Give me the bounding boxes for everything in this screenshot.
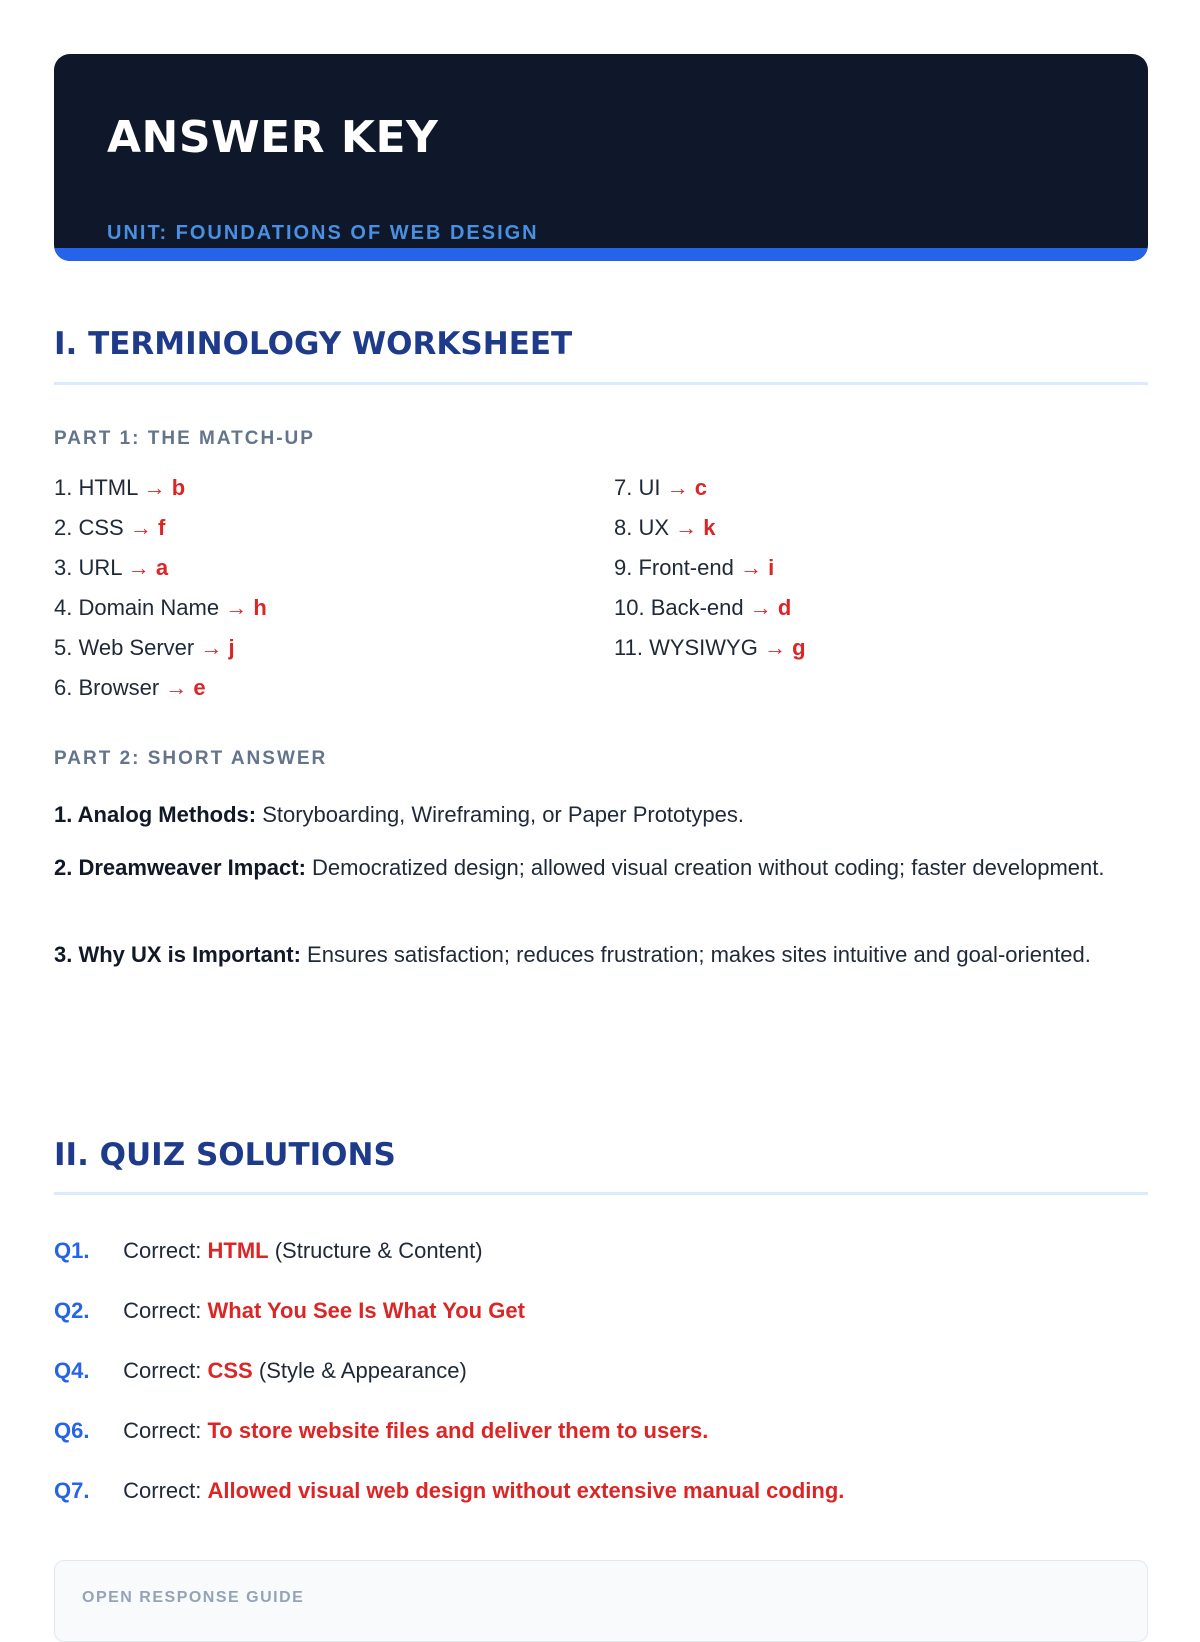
match-term: 10. Back-end (614, 595, 744, 620)
short-answer-text: Ensures satisfaction; reduces frustration; makes sites intuitive and goal-oriented. (307, 942, 1091, 967)
match-answer: c (694, 475, 707, 500)
correct-label: Correct: (123, 1358, 202, 1383)
arrow-icon: → (129, 515, 152, 540)
short-answer-text: Democratized design; allowed visual creation without coding; faster development. (312, 855, 1105, 880)
short-answer-label: 3. Why UX is Important: (54, 942, 301, 967)
short-answer-item (54, 851, 1148, 884)
quiz-row (54, 1238, 483, 1264)
match-term: 1. HTML (54, 475, 138, 500)
arrow-icon: → (666, 475, 689, 500)
quiz-row (54, 1478, 844, 1504)
match-term: 3. URL (54, 555, 122, 580)
match-item (614, 475, 707, 501)
part2-heading: PART 2: SHORT ANSWER (54, 748, 328, 769)
short-answer-label: 2. Dreamweaver Impact: (54, 855, 306, 880)
match-answer: b (171, 475, 186, 500)
question-number: Q2. (54, 1298, 90, 1323)
match-answer: h (253, 595, 267, 620)
correct-answer: CSS (207, 1358, 253, 1383)
arrow-icon: → (675, 515, 698, 540)
match-answer: j (228, 635, 235, 660)
match-item (54, 475, 185, 501)
correct-label: Correct: (123, 1238, 202, 1263)
header-banner (54, 54, 1148, 261)
match-item (54, 595, 267, 621)
arrow-icon: → (127, 555, 150, 580)
question-number: Q1. (54, 1238, 90, 1263)
arrow-icon: → (165, 675, 188, 700)
arrow-icon: → (763, 635, 786, 660)
arrow-icon: → (143, 475, 166, 500)
match-term: 8. UX (614, 515, 670, 540)
question-number: Q4. (54, 1358, 90, 1383)
quiz-row (54, 1298, 525, 1324)
match-item (54, 675, 206, 701)
match-item (614, 635, 806, 661)
correct-answer: HTML (207, 1238, 269, 1263)
arrow-icon: → (200, 635, 223, 660)
match-item (54, 515, 165, 541)
section-divider (54, 382, 1148, 385)
match-answer: i (768, 555, 775, 580)
section-divider (54, 1192, 1148, 1195)
page-title: ANSWER KEY (107, 112, 439, 163)
match-answer: g (792, 635, 806, 660)
match-item (54, 555, 168, 581)
short-answer-label: 1. Analog Methods: (54, 802, 257, 827)
match-item (614, 515, 716, 541)
unit-subtitle: UNIT: FOUNDATIONS OF WEB DESIGN (107, 222, 539, 244)
question-number: Q7. (54, 1478, 90, 1503)
open-response-guide (54, 1560, 1148, 1642)
match-answer: k (703, 515, 716, 540)
match-term: 9. Front-end (614, 555, 734, 580)
short-answer-text: Storyboarding, Wireframing, or Paper Prototypes. (262, 802, 744, 827)
arrow-icon: → (749, 595, 772, 620)
match-item (54, 635, 235, 661)
part1-heading: PART 1: THE MATCH-UP (54, 428, 315, 449)
answer-note: (Structure & Content) (274, 1238, 483, 1263)
correct-answer: To store website files and deliver them to users. (207, 1418, 709, 1443)
guide-label: OPEN RESPONSE GUIDE (82, 1589, 305, 1606)
arrow-icon: → (739, 555, 762, 580)
match-term: 5. Web Server (54, 635, 195, 660)
quiz-row (54, 1358, 467, 1384)
correct-answer: What You See Is What You Get (207, 1298, 525, 1323)
match-answer: d (777, 595, 792, 620)
match-item (614, 595, 791, 621)
match-item (614, 555, 774, 581)
answer-note: (Style & Appearance) (258, 1358, 467, 1383)
quiz-row (54, 1418, 708, 1444)
match-term: 4. Domain Name (54, 595, 220, 620)
correct-answer: Allowed visual web design without extensive manual coding. (207, 1478, 845, 1503)
match-answer: a (155, 555, 169, 580)
match-term: 7. UI (614, 475, 661, 500)
short-answer-item (54, 938, 1148, 971)
correct-label: Correct: (123, 1298, 202, 1323)
correct-label: Correct: (123, 1478, 202, 1503)
section-quiz-title: II. QUIZ SOLUTIONS (54, 1137, 396, 1173)
match-term: 2. CSS (54, 515, 124, 540)
match-answer: e (193, 675, 206, 700)
match-answer: f (157, 515, 166, 540)
match-term: 6. Browser (54, 675, 160, 700)
banner-accent-bar (54, 248, 1148, 261)
arrow-icon: → (225, 595, 248, 620)
match-term: 11. WYSIWYG (614, 635, 758, 660)
short-answer-item (54, 798, 1148, 831)
section-terminology-title: I. TERMINOLOGY WORKSHEET (54, 326, 573, 362)
question-number: Q6. (54, 1418, 90, 1443)
correct-label: Correct: (123, 1418, 202, 1443)
